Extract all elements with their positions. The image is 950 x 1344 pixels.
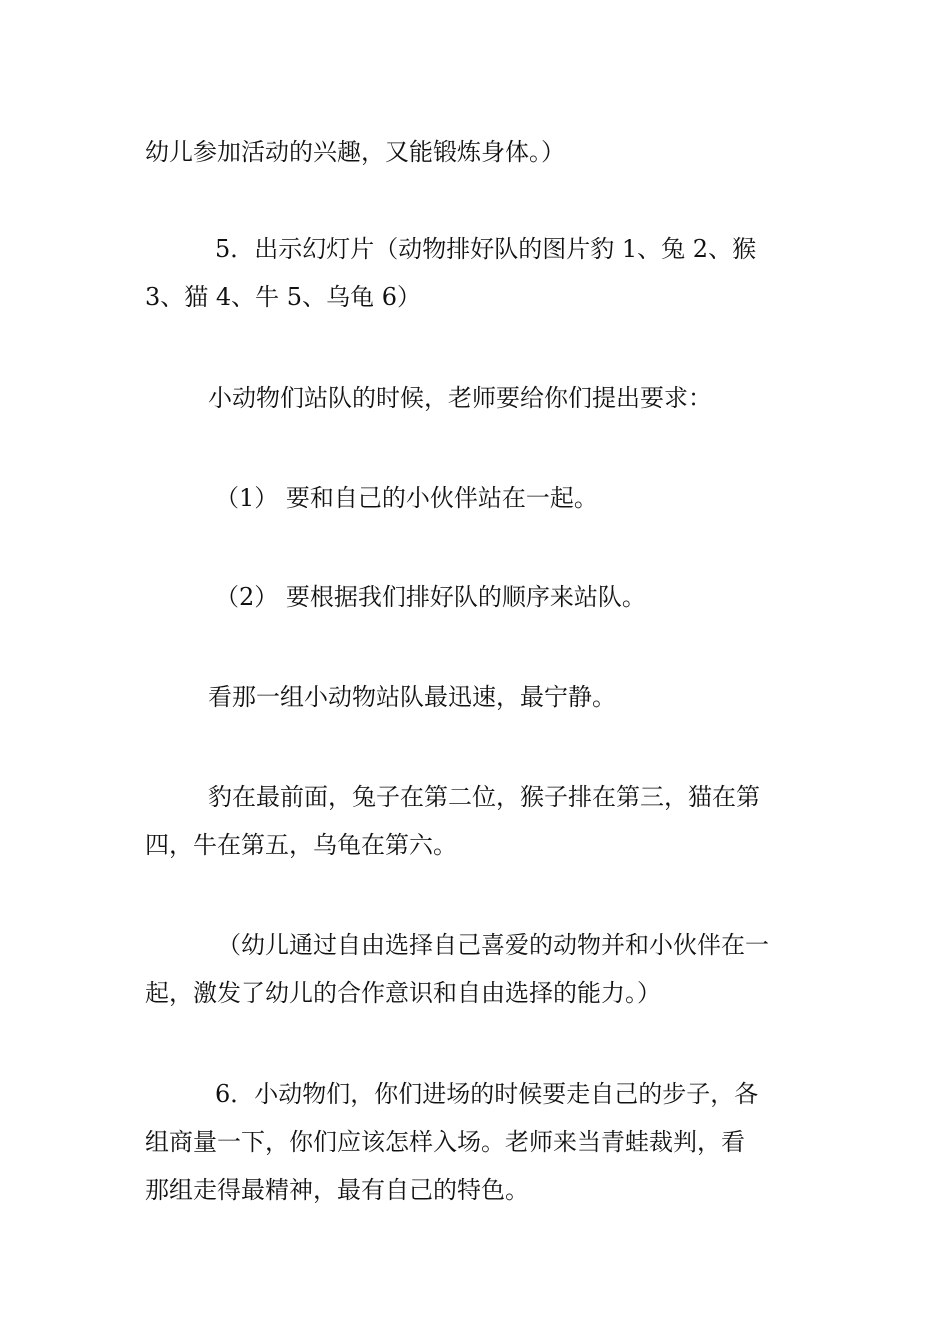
paragraph-step-5 bbox=[145, 225, 810, 321]
text-line: 豹在最前面，兔子在第二位，猴子排在第三，猫在第 bbox=[208, 783, 760, 811]
text-line: 四，牛在第五，乌龟在第六。 bbox=[145, 831, 457, 859]
text-line: 看那一组小动物站队最迅速，最宁静。 bbox=[208, 683, 616, 711]
paragraph-requirement-1 bbox=[145, 474, 810, 522]
text-line: （1） 要和自己的小伙伴站在一起。 bbox=[215, 484, 598, 512]
text-line: 幼儿参加活动的兴趣，又能锻炼身体。） bbox=[145, 138, 565, 166]
paragraph-requirement-2 bbox=[145, 573, 810, 621]
paragraph-teacher-requirements bbox=[145, 374, 810, 422]
text-line: （幼儿通过自由选择自己喜爱的动物并和小伙伴在一 bbox=[217, 931, 769, 959]
paragraph-note bbox=[145, 921, 810, 1017]
paragraph-fastest-group bbox=[145, 673, 810, 721]
text-line: （2） 要根据我们排好队的顺序来站队。 bbox=[215, 583, 646, 611]
text-line: 6．小动物们，你们进场的时候要走自己的步子，各 bbox=[215, 1080, 759, 1108]
paragraph-animal-order bbox=[145, 773, 810, 869]
text-line: 小动物们站队的时候，老师要给你们提出要求： bbox=[208, 384, 712, 412]
text-line: 3、猫 4、牛 5、乌龟 6） bbox=[145, 283, 421, 311]
paragraph-continuation bbox=[145, 128, 810, 176]
paragraph-step-6 bbox=[145, 1070, 810, 1214]
text-line: 5．出示幻灯片（动物排好队的图片豹 1、兔 2、猴 bbox=[215, 235, 757, 263]
text-line: 组商量一下，你们应该怎样入场。老师来当青蛙裁判，看 bbox=[145, 1128, 745, 1156]
text-line: 那组走得最精神，最有自己的特色。 bbox=[145, 1176, 529, 1204]
text-line: 起，激发了幼儿的合作意识和自由选择的能力。） bbox=[145, 979, 661, 1007]
